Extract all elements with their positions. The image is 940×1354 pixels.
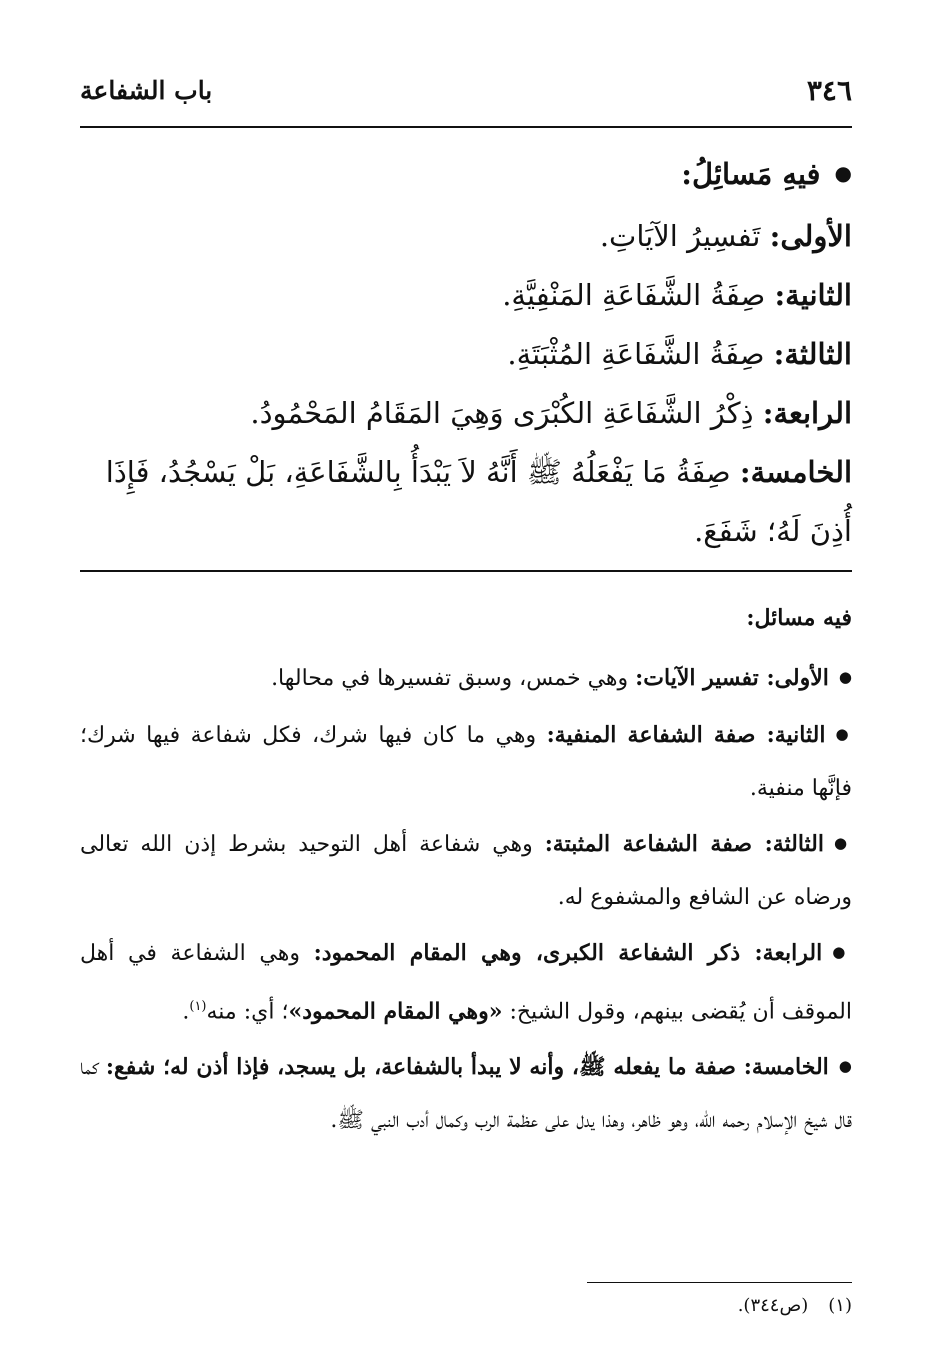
footnote xyxy=(80,1295,852,1316)
sharh-section xyxy=(80,592,852,1150)
footnote-divider xyxy=(587,1282,852,1283)
footnote-text: (ص٣٤٤). xyxy=(737,1295,809,1316)
header-divider xyxy=(80,126,852,128)
matn-intro: ● فيهِ مَسائِلُ: xyxy=(80,145,852,207)
matn-section xyxy=(80,145,852,561)
matn-item-2: الثانية: صِفَةُ الشَّفَاعَةِ المَنْفِيَّةِ. xyxy=(502,278,852,312)
footnote-number: (١) xyxy=(828,1295,852,1316)
page-number: ٣٤٦ xyxy=(806,74,852,107)
sharh-intro: فيه مسائل: xyxy=(746,605,852,631)
book-page xyxy=(80,0,852,1354)
matn-item-4: الرابعة: ذِكْرُ الشَّفَاعَةِ الكُبْرَى وَهِيَ المَقَامُ المَحْمُودُ. xyxy=(250,396,852,430)
sharh-item-1: ● الأولى: تفسير الآيات: وهي خمس، وسبق تفسيرها في محالها. xyxy=(80,652,852,706)
page-header xyxy=(80,74,852,114)
sharh-item-3: ● الثالثة: صفة الشفاعة المثبتة: وهي شفاعة أهل التوحيد بشرط إذن الله تعالى ورضاه عن الشافع والمشفوع له. xyxy=(80,818,852,924)
matn-item-3: الثالثة: صِفَةُ الشَّفَاعَةِ المُثْبَتَةِ. xyxy=(507,337,852,371)
sharh-item-4: ● الرابعة: ذكر الشفاعة الكبرى، وهي المقام المحمود: وهي الشفاعة في أهل الموقف أن يُقضى بينهم، وقول الشيخ: «وهي المقام المحمود»؛ أي: منه$^{(١)}$. xyxy=(80,927,852,1038)
chapter-title: باب الشفاعة xyxy=(80,76,213,105)
matn-item-1: الأولى: تَفسِيرُ الآيَاتِ. xyxy=(599,219,852,253)
matn-item-5: الخامسة: صِفَةُ مَا يَفْعَلُهُ ﷺ أَنَّهُ لاَ يَبْدَأُ بِالشَّفَاعَةِ، بَلْ يَسْجُدُ، فَإِذَا أُذِنَ لَهُ؛ شَفَعَ. xyxy=(105,455,852,548)
matn-divider xyxy=(80,570,852,572)
sharh-item-5: ● الخامسة: صفة ما يفعله ﷺ، وأنه لا يبدأ بالشفاعة، بل يسجد، فإذا أذن له؛ شفع: كما قال شيخ الإسلام رحمه الله، وهو ظاهر، وهذا يدل على عظمة الرب وكمال أدب النبي ﷺ. xyxy=(80,1041,852,1147)
sharh-item-2: ● الثانية: صفة الشفاعة المنفية: وهي ما كان فيها شرك، فكل شفاعة فيها شرك؛ فإنَّها منفية. xyxy=(80,709,852,815)
footnote-ref: (١) xyxy=(189,999,207,1014)
